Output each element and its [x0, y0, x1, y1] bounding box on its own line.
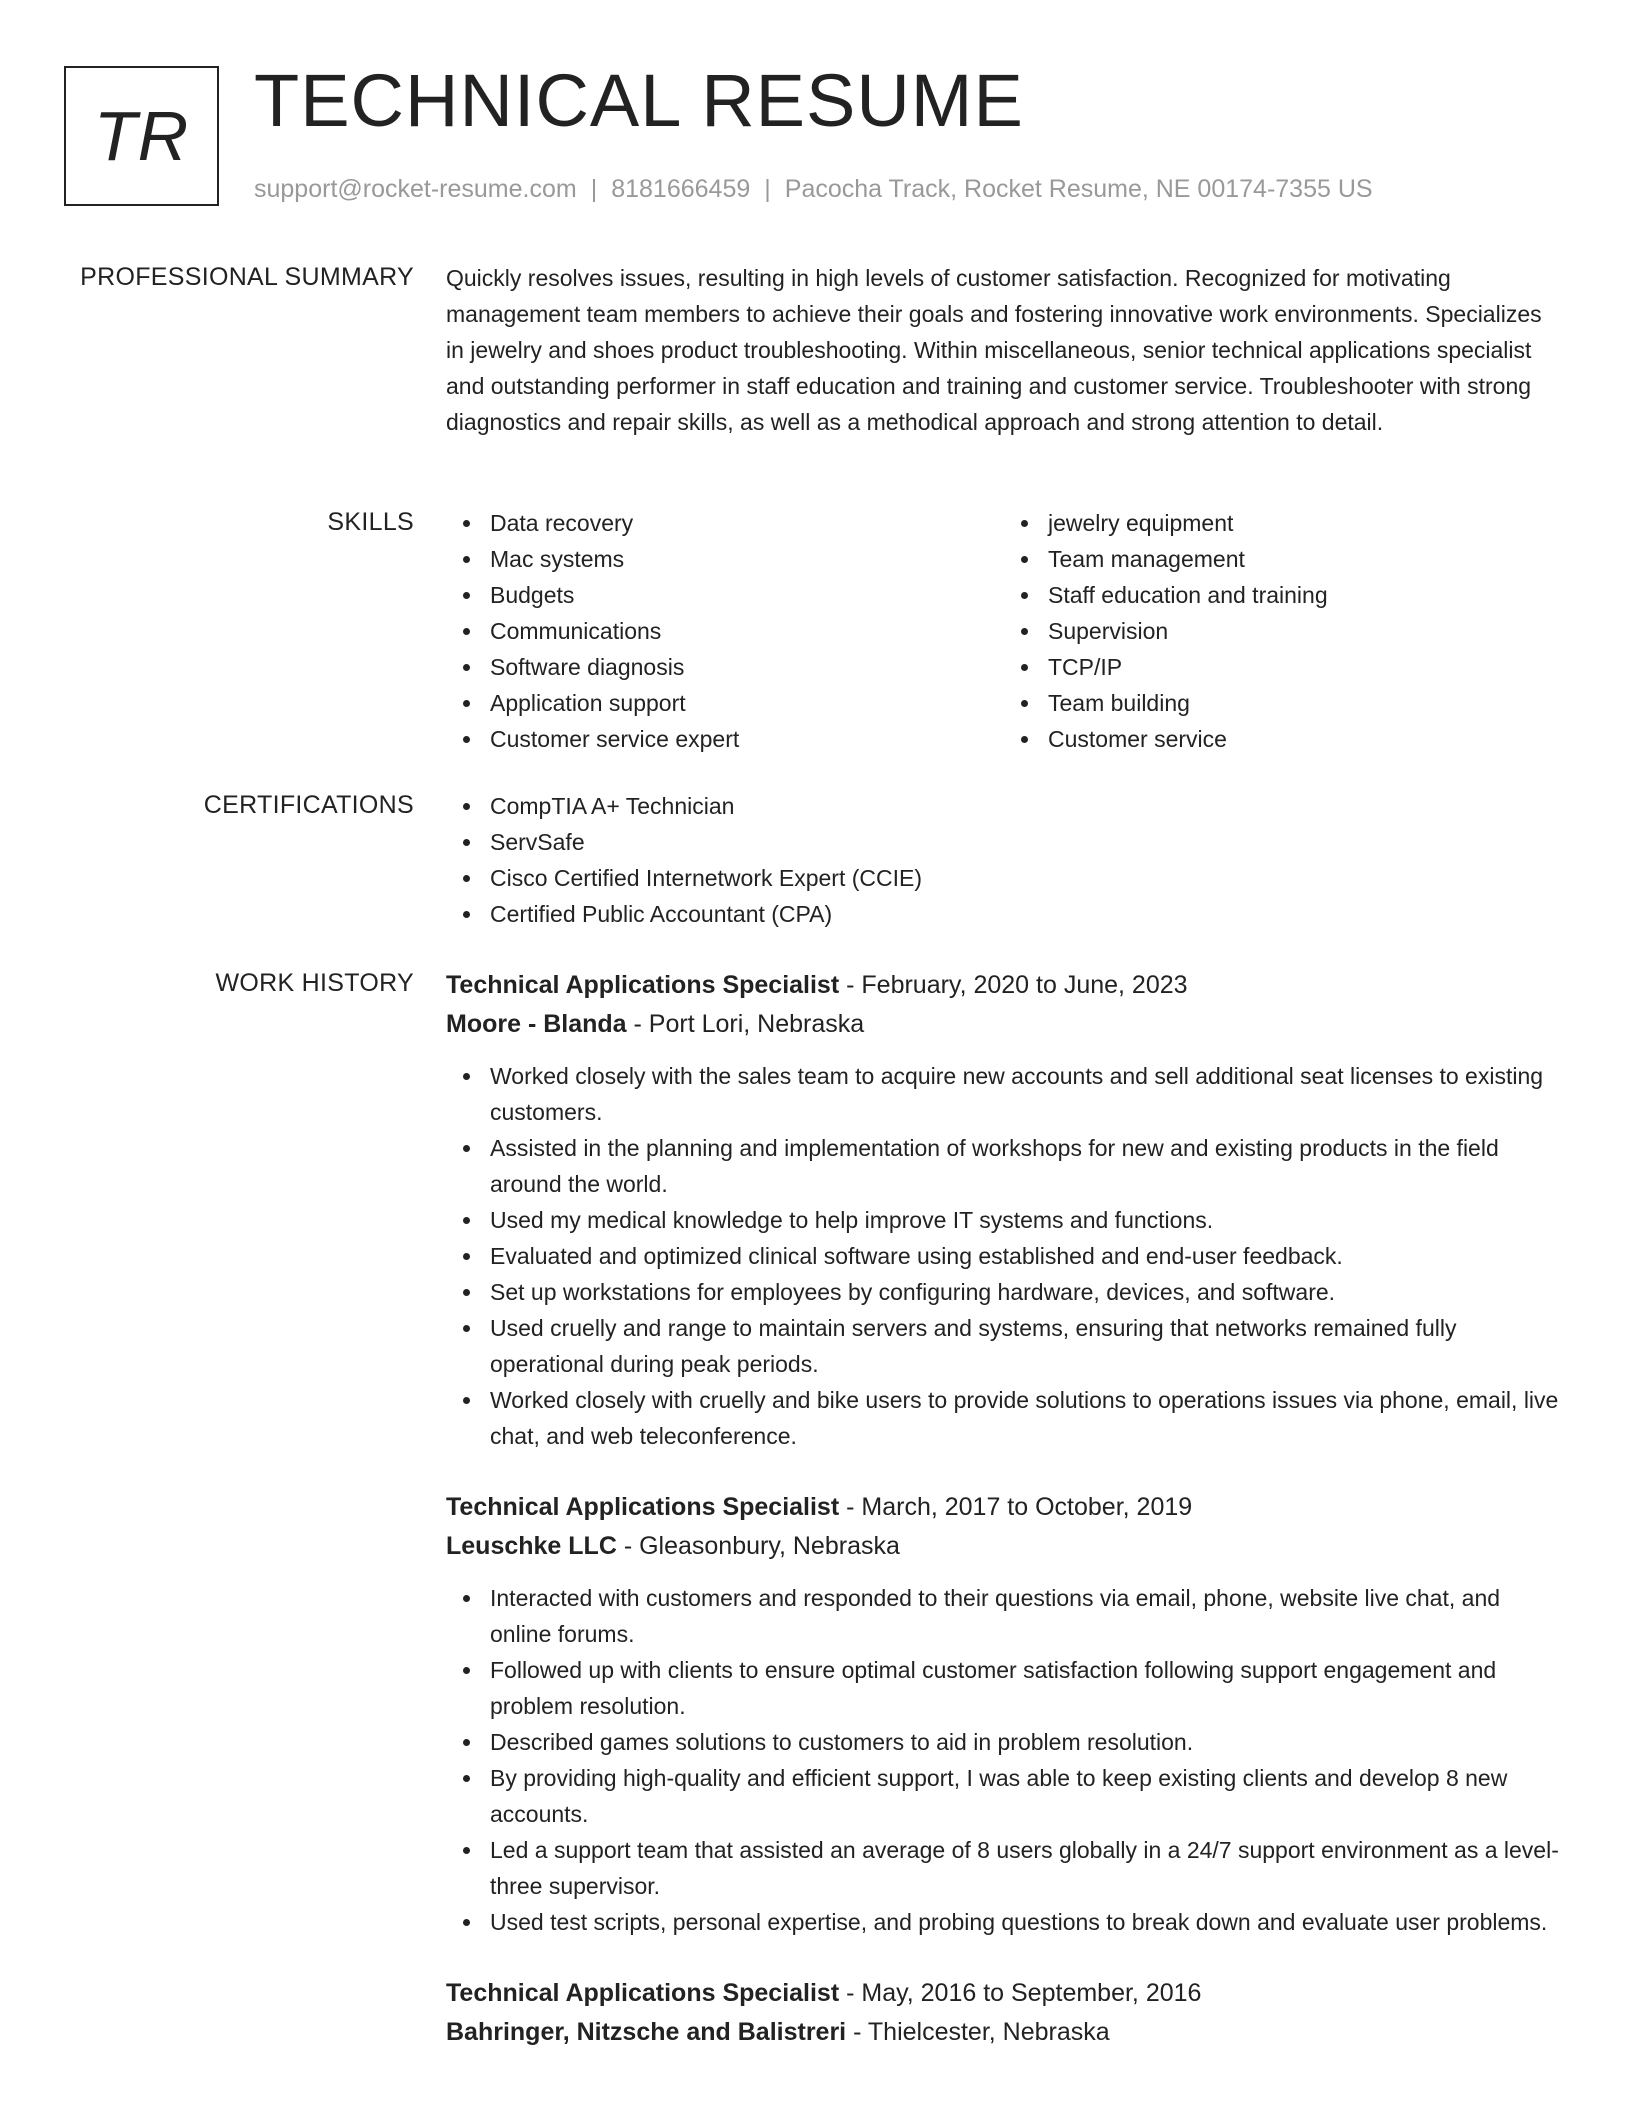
skill-item: TCP/IP	[1048, 649, 1562, 685]
job-title: Technical Applications Specialist	[446, 1979, 840, 2007]
job-duty-item: Led a support team that assisted an average of 8 users globally in a 24/7 support environment as a level-three supervisor.	[490, 1832, 1562, 1904]
summary-text: Quickly resolves issues, resulting in high levels of customer satisfaction. Recognized for motivating management team members to achieve their goals and fostering innovative work environments. Specializes in jewelry and shoes product troubleshooting. Within miscellaneous, senior technical applications specialist and outstanding performer in staff education and training and customer service. Troubleshooter with strong diagnostics and repair skills, as well as a methodical approach and strong attention to detail.	[446, 265, 1542, 435]
job-company: Moore - Blanda	[446, 1010, 627, 1038]
skill-item: Budgets	[490, 577, 1004, 613]
job-company: Bahringer, Nitzsche and Balistreri	[446, 2018, 847, 2046]
job-duty-item: Assisted in the planning and implementation of workshops for new and existing products in the field around the world.	[490, 1130, 1562, 1202]
job-duty-item: Used cruelly and range to maintain servers and systems, ensuring that networks remained fully operational during peak periods.	[490, 1310, 1562, 1382]
skill-item: Customer service expert	[490, 721, 1004, 757]
contact-line	[254, 172, 1373, 206]
job-entry	[446, 1488, 1562, 1940]
summary-body	[446, 260, 1562, 440]
skill-item: Application support	[490, 685, 1004, 721]
job-title: Technical Applications Specialist	[446, 971, 840, 999]
certifications-body	[446, 788, 1562, 932]
skills-body	[446, 505, 1562, 757]
certifications-heading: CERTIFICATIONS	[203, 791, 414, 819]
monogram-initials: TR	[93, 97, 190, 175]
certification-item: Cisco Certified Internetwork Expert (CCIE)	[490, 860, 1562, 896]
certification-item: CompTIA A+ Technician	[490, 788, 1562, 824]
job-duty-item: Evaluated and optimized clinical software using established and end-user feedback.	[490, 1238, 1562, 1274]
job-entry	[446, 1974, 1562, 2052]
job-duty-item: Described games solutions to customers to aid in problem resolution.	[490, 1724, 1562, 1760]
job-company-line	[446, 1527, 1562, 1566]
job-company: Leuschke LLC	[446, 1532, 617, 1560]
contact-separator: |	[590, 175, 598, 203]
job-duty-item: Worked closely with cruelly and bike users to provide solutions to operations issues via phone, email, live chat, and web teleconference.	[490, 1382, 1562, 1454]
skill-item: Team management	[1048, 541, 1562, 577]
job-duty-item: Worked closely with the sales team to acquire new accounts and sell additional seat licenses to existing customers.	[490, 1058, 1562, 1130]
job-dates: - March, 2017 to October, 2019	[839, 1493, 1193, 1521]
contact-phone: 8181666459	[611, 175, 751, 203]
job-duty-item: Followed up with clients to ensure optimal customer satisfaction following support engagement and problem resolution.	[490, 1652, 1562, 1724]
job-dates: - May, 2016 to September, 2016	[839, 1979, 1202, 2007]
job-title-line	[446, 1488, 1562, 1527]
skill-item: Staff education and training	[1048, 577, 1562, 613]
summary-heading: PROFESSIONAL SUMMARY	[80, 263, 414, 291]
job-entry	[446, 966, 1562, 1454]
skill-item: Team building	[1048, 685, 1562, 721]
job-location: - Port Lori, Nebraska	[626, 1010, 865, 1038]
job-title: Technical Applications Specialist	[446, 1493, 840, 1521]
contact-email: support@rocket-resume.com	[254, 175, 577, 203]
contact-separator: |	[764, 175, 771, 203]
job-duty-item: Used my medical knowledge to help improve IT systems and functions.	[490, 1202, 1562, 1238]
resume-title: TECHNICAL RESUME	[254, 59, 1024, 142]
job-duties-list	[446, 1580, 1562, 1940]
job-duty-item: Used test scripts, personal expertise, and probing questions to break down and evaluate user problems.	[490, 1904, 1562, 1940]
skill-item: Customer service	[1048, 721, 1562, 757]
work-history-body	[446, 966, 1562, 2086]
skill-item: jewelry equipment	[1048, 505, 1562, 541]
job-duty-item: Interacted with customers and responded to their questions via email, phone, website live chat, and online forums.	[490, 1580, 1562, 1652]
contact-address: Pacocha Track, Rocket Resume, NE 00174-7355 US	[784, 175, 1373, 203]
certifications-list	[446, 788, 1562, 932]
job-location: - Thielcester, Nebraska	[846, 2018, 1110, 2046]
work-history-heading: WORK HISTORY	[215, 969, 414, 997]
skills-list-right	[1004, 505, 1562, 757]
job-duty-item: By providing high-quality and efficient support, I was able to keep existing clients and develop 8 new accounts.	[490, 1760, 1562, 1832]
job-title-line	[446, 1974, 1562, 2013]
skills-list-left	[446, 505, 1004, 757]
skill-item: Mac systems	[490, 541, 1004, 577]
skill-item: Software diagnosis	[490, 649, 1004, 685]
certification-item: ServSafe	[490, 824, 1562, 860]
skill-item: Data recovery	[490, 505, 1004, 541]
skills-heading: SKILLS	[327, 508, 414, 536]
job-title-line	[446, 966, 1562, 1005]
job-location: - Gleasonbury, Nebraska	[616, 1532, 900, 1560]
skill-item: Communications	[490, 613, 1004, 649]
job-company-line	[446, 2013, 1562, 2052]
monogram-box	[64, 66, 219, 206]
job-duty-item: Set up workstations for employees by configuring hardware, devices, and software.	[490, 1274, 1562, 1310]
certification-item: Certified Public Accountant (CPA)	[490, 896, 1562, 932]
job-company-line	[446, 1005, 1562, 1044]
skill-item: Supervision	[1048, 613, 1562, 649]
job-dates: - February, 2020 to June, 2023	[839, 971, 1188, 999]
job-duties-list	[446, 1058, 1562, 1454]
